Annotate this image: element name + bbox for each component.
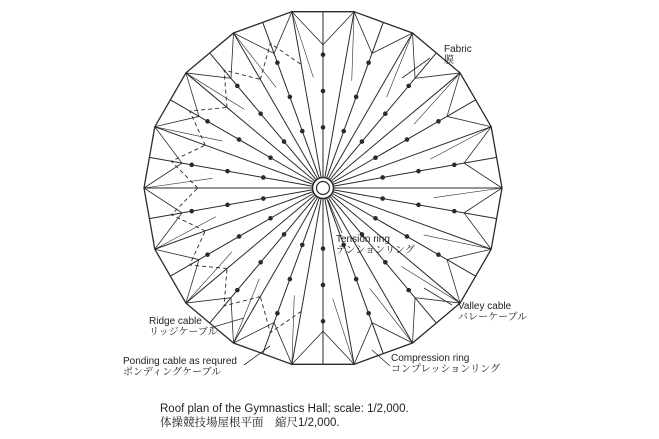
valley-node [275, 60, 280, 65]
ridge-cable [186, 73, 315, 181]
valley-node [436, 252, 441, 257]
ridge-cable [333, 127, 491, 184]
valley-leader-line [424, 288, 452, 305]
valley-node [354, 277, 359, 282]
valley-node [261, 175, 266, 180]
valley-node [416, 169, 421, 174]
valley-node [321, 283, 326, 288]
ridge-cable [155, 192, 313, 249]
valley-node [416, 203, 421, 208]
valley-cable-label-en: Valley cable [458, 301, 512, 312]
valley-cable [170, 194, 313, 277]
ponding-cable-label-ja: ポンディングケーブル [123, 367, 222, 378]
valley-node [452, 163, 457, 168]
valley-node [288, 277, 293, 282]
tension-ring-label [336, 234, 415, 256]
valley-node [225, 203, 230, 208]
ponding-cable [224, 70, 260, 107]
valley-node [288, 95, 293, 100]
valley-cable [327, 22, 384, 177]
valley-node [406, 288, 411, 293]
ridge-cable [329, 33, 413, 178]
valley-cable [149, 190, 312, 219]
valley-cable [210, 196, 316, 323]
valley-node [268, 155, 273, 160]
compression-ring-label-ja: コンプレッションリング [391, 364, 501, 375]
compression-ring-label [391, 353, 500, 375]
ridge-cable-label [149, 316, 218, 338]
valley-node [205, 119, 210, 124]
ponding-cable [190, 231, 227, 269]
valley-node [373, 216, 378, 221]
valley-cable [170, 100, 313, 183]
ridge-cable [325, 199, 354, 364]
caption-en: Roof plan of the Gymnastics Hall; scale: 1/2,000. [160, 403, 409, 415]
ridge-cable [331, 73, 460, 181]
valley-node [354, 95, 359, 100]
valley-node [321, 52, 326, 57]
fabric-fold [447, 249, 491, 303]
fabric-fold [447, 73, 491, 127]
ridge-cable [234, 198, 318, 343]
valley-node [237, 137, 242, 142]
ponding-cable-label-en: Ponding cable as requred [123, 356, 237, 367]
compression-ring-label-en: Compression ring [391, 353, 470, 364]
valley-node [258, 260, 263, 265]
ridge-cable [329, 198, 413, 343]
caption-ja: 体操競技場屋根平面 縮尺1/2,000. [160, 417, 340, 429]
ridge-cable [292, 12, 321, 177]
ridge-cable [155, 127, 313, 184]
ponding-cable [224, 269, 260, 306]
ridge-cable [292, 199, 321, 364]
ridge-cable [325, 12, 354, 177]
valley-cable [334, 157, 497, 186]
valley-node [300, 243, 305, 248]
fabric-seam [186, 73, 245, 110]
valley-node [282, 232, 287, 237]
valley-node [258, 111, 263, 116]
fabric-seam [292, 12, 313, 78]
valley-node [261, 196, 266, 201]
valley-cable [333, 100, 476, 183]
ridge-cable-label-en: Ridge cable [149, 316, 202, 327]
valley-node [380, 196, 385, 201]
valley-node [436, 119, 441, 124]
valley-node [452, 209, 457, 214]
valley-node [373, 155, 378, 160]
fabric-seam [414, 73, 460, 124]
fabric-fold [155, 249, 199, 303]
ridge-cable [186, 195, 315, 303]
valley-node [383, 111, 388, 116]
fabric-fold [155, 73, 199, 127]
ridge-cable-label-ja: リッジケーブル [149, 327, 218, 338]
fabric-label [444, 44, 472, 66]
tension-ring-label-en: Tension ring [336, 234, 390, 245]
valley-node [366, 311, 371, 316]
valley-cable [263, 22, 320, 177]
valley-node [189, 163, 194, 168]
valley-cable [330, 196, 436, 323]
valley-node [321, 125, 326, 130]
valley-node [321, 246, 326, 251]
valley-node [275, 311, 280, 316]
valley-node [237, 234, 242, 239]
ponding-cable [260, 43, 301, 79]
valley-cable [149, 157, 312, 186]
fabric-seam [186, 252, 232, 303]
valley-node [235, 288, 240, 293]
fabric-seam [333, 299, 354, 365]
fabric-seam [430, 127, 491, 159]
valley-node [268, 216, 273, 221]
fabric-seam [401, 266, 460, 303]
valley-cable [263, 198, 320, 353]
leader-lines [210, 58, 452, 366]
valley-node [406, 84, 411, 89]
valley-node [300, 129, 305, 134]
valley-cable [327, 198, 384, 353]
valley-node [366, 60, 371, 65]
valley-node [383, 260, 388, 265]
ridge-cable [234, 33, 318, 178]
tension-ring [313, 178, 334, 199]
valley-cable [330, 53, 436, 180]
fabric-leader-line [402, 58, 430, 78]
tension-ring-label-ja: テンションリング [336, 245, 415, 256]
valley-node [282, 139, 287, 144]
valley-node [189, 209, 194, 214]
valley-node [321, 89, 326, 94]
valley-node [321, 319, 326, 324]
fabric-label-en: Fabric [444, 44, 472, 55]
valley-node [380, 175, 385, 180]
valley-node [341, 129, 346, 134]
fabric-seam [144, 178, 212, 188]
ponding-cable [190, 107, 227, 145]
figure-caption [160, 402, 409, 430]
fabric-label-ja: 膜 [444, 55, 454, 66]
valley-node [405, 137, 410, 142]
valley-cable-label-ja: バレーケーブル [458, 312, 528, 323]
valley-node [205, 252, 210, 257]
valley-node [225, 169, 230, 174]
valley-node [360, 139, 365, 144]
ponding-cable [260, 297, 301, 333]
ponding-cable-label [123, 356, 237, 378]
valley-node [235, 84, 240, 89]
valley-cable [334, 190, 497, 219]
fabric-seam [434, 188, 502, 198]
valley-cable-label [458, 301, 527, 323]
